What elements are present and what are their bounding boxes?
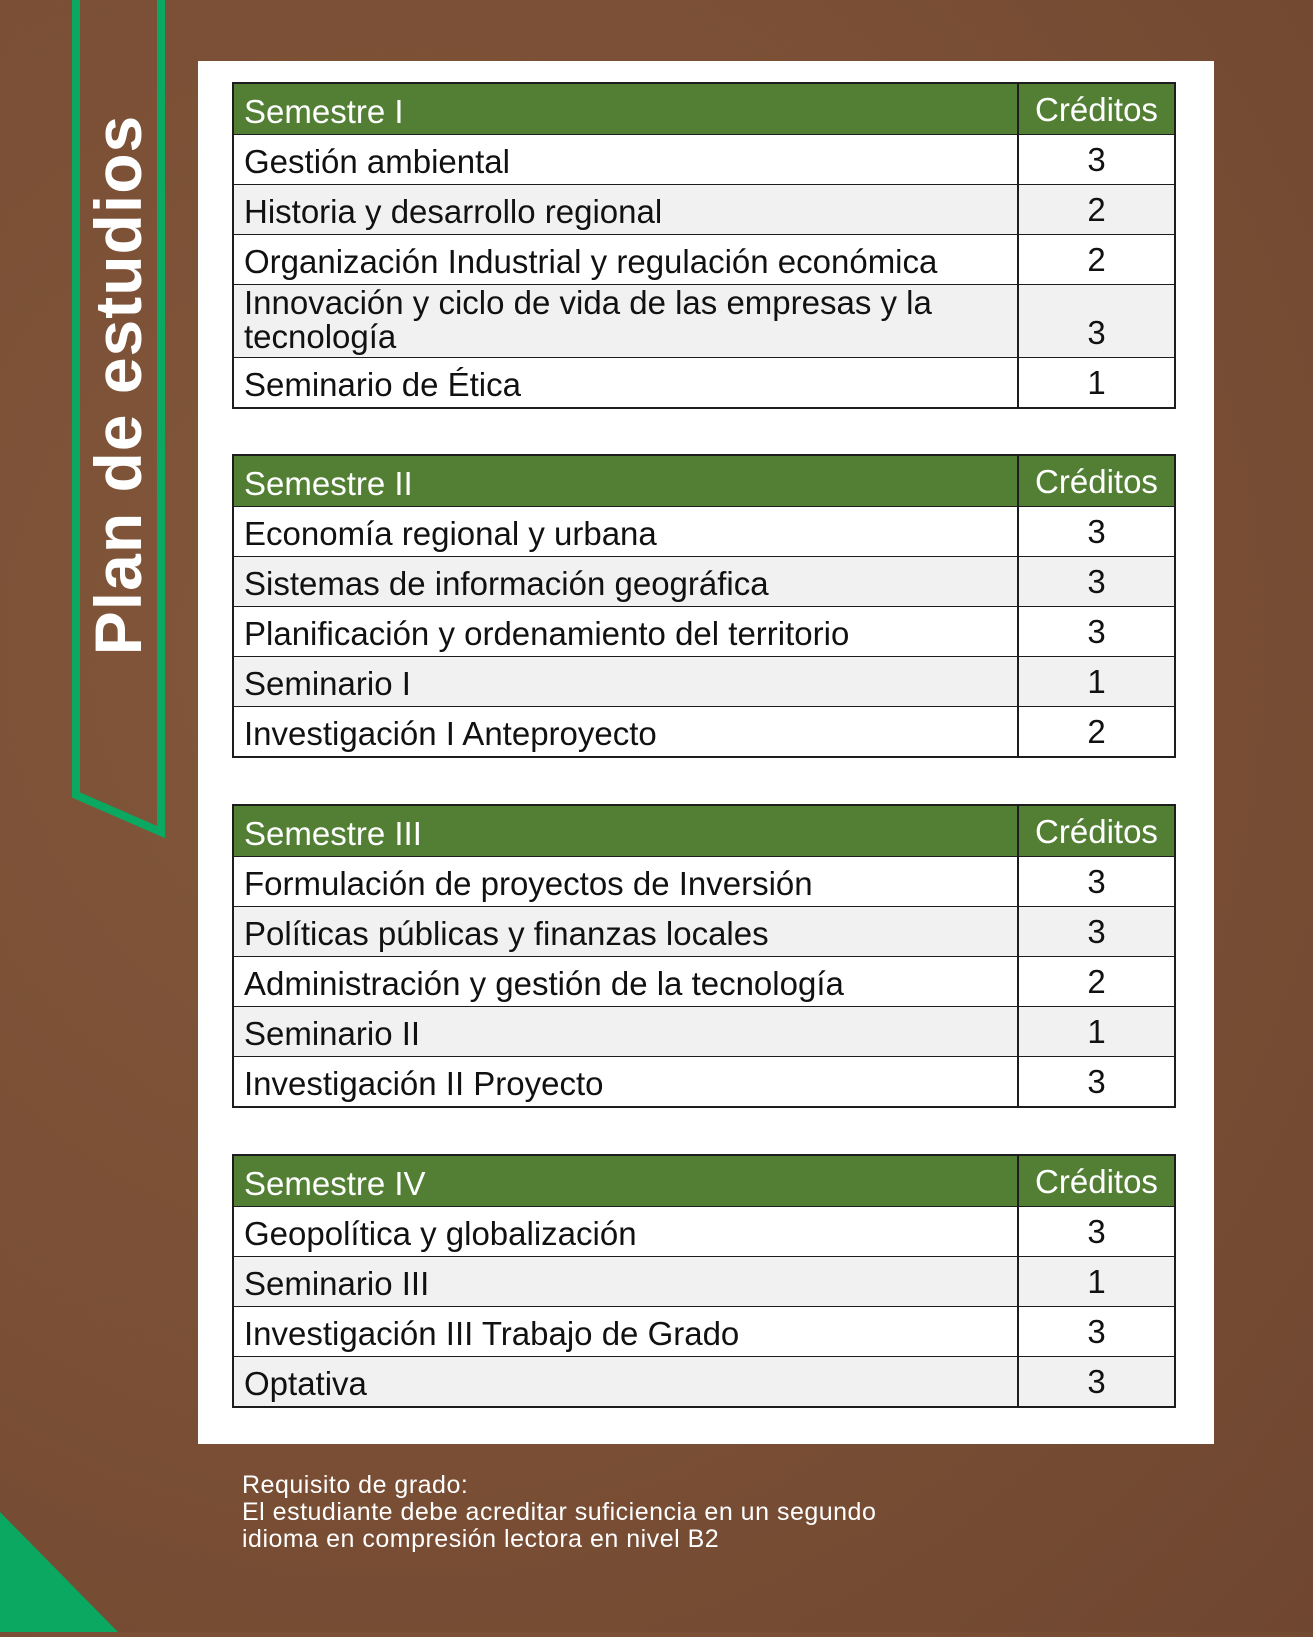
course-name: Economía regional y urbana [234,507,1019,556]
course-credits: 3 [1087,314,1106,351]
semester-title: Semestre IV [234,1156,1019,1206]
table-row [234,856,1174,906]
course-name: Gestión ambiental [234,135,1019,184]
table-row [234,184,1174,234]
table-row [234,1056,1174,1106]
table-header [234,84,1174,134]
course-credits: 3 [1087,1313,1106,1350]
table-row [234,956,1174,1006]
course-name: Seminario I [234,657,1019,706]
table-row [234,606,1174,656]
credits-header: Créditos [1035,463,1158,500]
course-name: Investigación II Proyecto [234,1057,1019,1106]
credits-header: Créditos [1035,91,1158,128]
course-name: Historia y desarrollo regional [234,185,1019,234]
course-name: Optativa [234,1357,1019,1406]
semester-table [232,454,1176,758]
course-credits: 3 [1087,563,1106,600]
table-row [234,284,1174,357]
course-name: Formulación de proyectos de Inversión [234,857,1019,906]
corner-accent [0,1512,120,1632]
table-row [234,1256,1174,1306]
table-row [234,1356,1174,1406]
table-row [234,1006,1174,1056]
course-credits: 1 [1087,663,1106,700]
course-credits: 1 [1087,1013,1106,1050]
semester-title: Semestre III [234,806,1019,856]
course-credits: 3 [1087,141,1106,178]
table-row [234,234,1174,284]
requirement-text: El estudiante debe acreditar suficiencia en un segundo [242,1498,877,1526]
table-row [234,1306,1174,1356]
table-row [234,656,1174,706]
semester-title: Semestre I [234,84,1019,134]
table-header [234,1156,1174,1206]
course-credits: 2 [1087,713,1106,750]
course-credits: 3 [1087,1063,1106,1100]
table-row [234,706,1174,756]
credits-header: Créditos [1035,813,1158,850]
side-title: Plan de estudios [81,114,155,656]
semester-table [232,804,1176,1108]
course-name: Seminario de Ética [234,358,1019,407]
table-row [234,1206,1174,1256]
course-credits: 2 [1087,191,1106,228]
study-plan-card [198,61,1214,1444]
table-row [234,357,1174,407]
requirement-text: idioma en compresión lectora en nivel B2 [242,1525,720,1553]
course-name: Organización Industrial y regulación económica [234,235,1019,284]
course-credits: 3 [1087,913,1106,950]
course-name: Sistemas de información geográfica [234,557,1019,606]
graduation-requirement [242,1472,876,1553]
course-credits: 3 [1087,1363,1106,1400]
credits-header: Créditos [1035,1163,1158,1200]
semester-table [232,1154,1176,1408]
course-name: Investigación I Anteproyecto [234,707,1019,756]
course-credits: 3 [1087,1213,1106,1250]
course-name: Seminario II [234,1007,1019,1056]
table-row [234,134,1174,184]
course-credits: 2 [1087,963,1106,1000]
table-row [234,906,1174,956]
semester-table [232,82,1176,409]
course-name: Políticas públicas y finanzas locales [234,907,1019,956]
course-credits: 3 [1087,613,1106,650]
table-row [234,506,1174,556]
table-header [234,806,1174,856]
table-header [234,456,1174,506]
course-credits: 3 [1087,863,1106,900]
course-name: Innovación y ciclo de vida de las empresas y la tecnología [234,285,1019,357]
course-credits: 1 [1087,1263,1106,1300]
requirement-title: Requisito de grado: [242,1471,469,1499]
course-name: Planificación y ordenamiento del territorio [234,607,1019,656]
course-name: Investigación III Trabajo de Grado [234,1307,1019,1356]
course-name: Geopolítica y globalización [234,1207,1019,1256]
semester-title: Semestre II [234,456,1019,506]
course-name: Administración y gestión de la tecnología [234,957,1019,1006]
course-credits: 1 [1087,364,1106,401]
course-credits: 2 [1087,241,1106,278]
table-row [234,556,1174,606]
course-credits: 3 [1087,513,1106,550]
course-name: Seminario III [234,1257,1019,1306]
